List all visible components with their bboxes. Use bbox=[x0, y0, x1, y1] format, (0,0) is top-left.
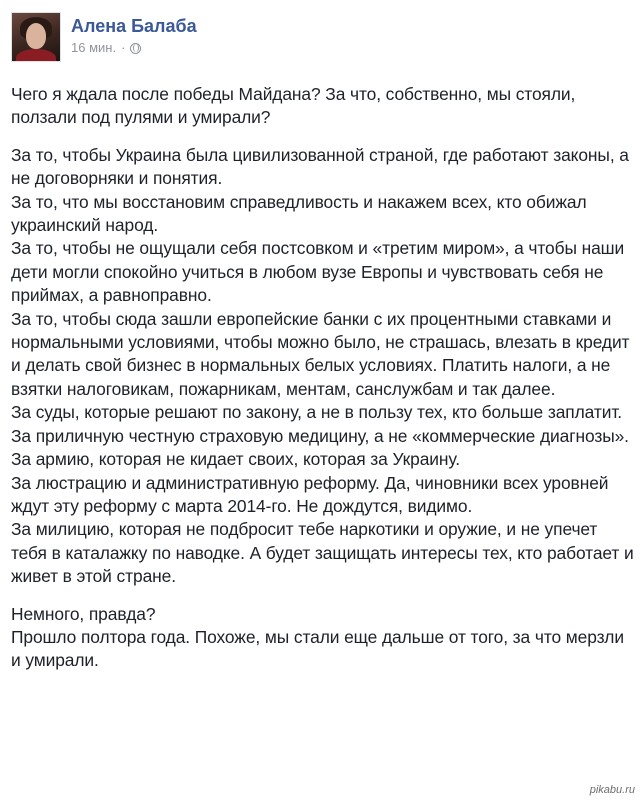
post-time[interactable]: 16 мин. bbox=[71, 40, 117, 55]
post-paragraph: За милицию, которая не подбросит тебе наркотики и оружие, и не упечет тебя в каталажку по наводке. А будет защищать интересы тех, кто работает и живет в этой стране. bbox=[11, 519, 634, 587]
avatar[interactable] bbox=[11, 12, 61, 62]
post-paragraph: За то, чтобы сюда зашли европейские банки с их процентными ставками и нормальными условиями, чтобы можно было, не страшась, влезать в кредит и делать свой бизнес в нормальных белых условиях. Платить налоги, а не взятки налоговикам, пожарникам, ментам, санслужбам и так далее. bbox=[11, 308, 630, 399]
post-paragraph: За суды, которые решают по закону, а не в пользу тех, кто больше заплатит. bbox=[11, 402, 622, 423]
post-paragraph: Прошло полтора года. Похоже, мы стали еще дальше от того, за что мерзли и умирали. bbox=[11, 626, 624, 671]
watermark: pikabu.ru bbox=[589, 784, 635, 796]
post-body bbox=[11, 83, 636, 673]
author-name[interactable]: Алена Балаба bbox=[71, 16, 197, 36]
post-header bbox=[11, 12, 197, 62]
post-paragraph: За то, что мы восстановим справедливость и накажем всех, кто обижал украинский народ. bbox=[11, 191, 587, 236]
post-paragraph: За то, чтобы Украина была цивилизованной страной, где работают законы, а не договорняки и понятия. bbox=[11, 144, 629, 189]
post-paragraph: Чего я ждала после победы Майдана? За что, собственно, мы стояли, ползали под пулями и умирали? bbox=[11, 84, 576, 128]
author-block bbox=[71, 12, 197, 56]
avatar-face bbox=[26, 23, 46, 49]
globe-icon bbox=[130, 43, 141, 54]
post-paragraph: За то, чтобы не ощущали себя постсовком и «третим миром», а чтобы наши дети могли спокойно учиться в любом вузе Европы и чувствовать себя не приймах, а равноправно. bbox=[11, 238, 625, 306]
meta-separator: · bbox=[121, 40, 126, 55]
post-meta bbox=[71, 40, 197, 56]
post-paragraph: За армию, которая не кидает своих, которая за Украину. bbox=[11, 449, 461, 470]
post-paragraph: За приличную честную страховую медицину, а не «коммерческие диагнозы». bbox=[11, 425, 629, 446]
avatar-shoulders bbox=[16, 49, 56, 62]
post-paragraph: Немного, правда? bbox=[11, 603, 156, 624]
post-paragraph: За люстрацию и административную реформу. Да, чиновники всех уровней ждут эту реформу с марта 2014-го. Не дождутся, видимо. bbox=[11, 472, 609, 516]
